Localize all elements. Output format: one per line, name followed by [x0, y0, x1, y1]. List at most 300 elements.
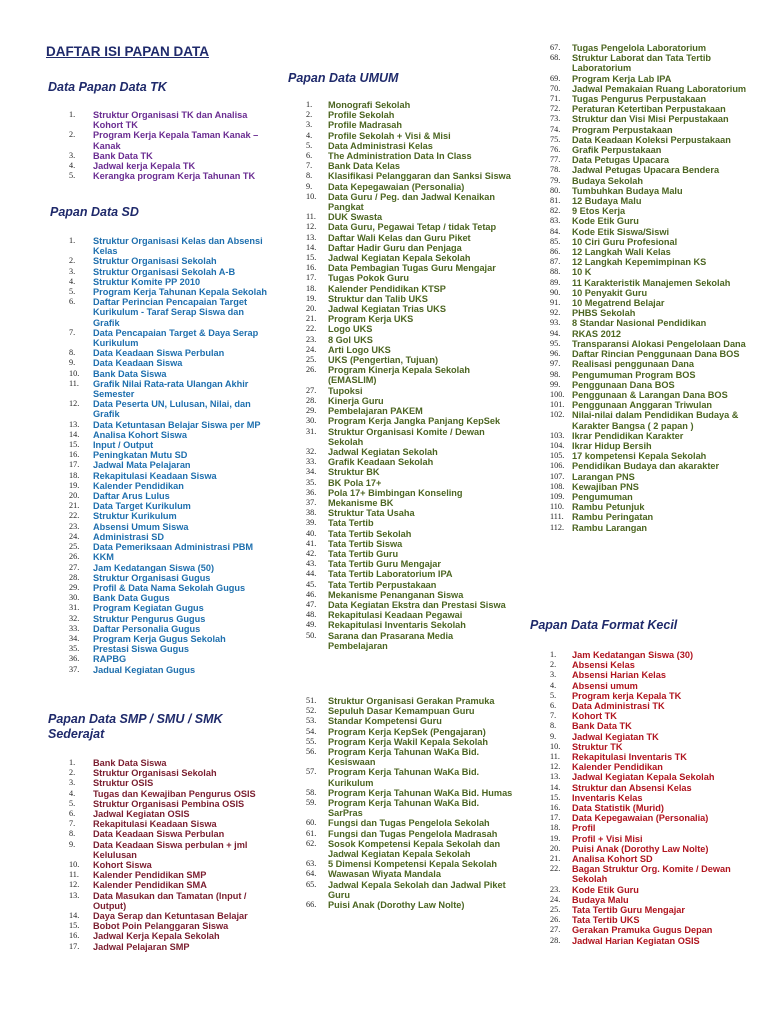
- list-item-text: Struktur Organisasi Sekolah: [93, 256, 217, 267]
- list-item-text: Gerakan Pramuka Gugus Depan: [572, 925, 713, 936]
- list-item-text: Mekanisme Penanganan Siswa: [328, 589, 464, 600]
- list-item: [46, 789, 271, 799]
- list-item: [530, 905, 752, 915]
- list-item-number: 23.: [69, 521, 80, 531]
- list-item-text: Jam Kedatangan Siswa (50): [93, 562, 215, 573]
- list-item: [46, 542, 271, 552]
- list-item: [530, 74, 752, 84]
- list-item-number: 4.: [550, 680, 557, 690]
- list-item: [46, 603, 271, 613]
- list-item-text: Rambu Peringatan: [572, 512, 654, 523]
- list-item: [46, 768, 271, 778]
- section-heading-format-kecil: Papan Data Format Kecil: [530, 618, 678, 632]
- list-item-number: 82.: [550, 206, 561, 216]
- list-item-text: Struktur Laborat dan Tata Tertib Laboratorium: [572, 53, 712, 74]
- list-item-number: 7.: [550, 711, 557, 721]
- list-item-text: Penggunaan Dana BOS: [572, 379, 675, 390]
- list-item: [46, 880, 271, 890]
- list-item-text: Profile Sekolah + Visi & Misi: [328, 130, 451, 141]
- list-item-number: 92.: [550, 308, 561, 318]
- list-item-number: 51.: [306, 696, 317, 705]
- list-item-number: 65.: [306, 879, 317, 889]
- list-item-number: 45.: [306, 579, 317, 589]
- list-item-text: Daftar Hadir Guru dan Penjaga: [328, 242, 462, 253]
- list-item: [286, 518, 514, 528]
- list-item: [530, 278, 752, 288]
- list-item-text: Struktur Organisasi Komite / Dewan Sekolah: [328, 426, 485, 447]
- list-item: [530, 925, 752, 935]
- list-item-number: 50.: [306, 630, 317, 640]
- list-item-number: 12.: [69, 880, 80, 890]
- list-item: [530, 237, 752, 247]
- list-item-number: 27.: [550, 925, 561, 935]
- list-item-text: Struktur dan Talib UKS: [328, 293, 428, 304]
- list-item-text: Sarana dan Prasarana Media Pembelajaran: [328, 630, 454, 651]
- list-item-text: Kalender Pendidikan: [93, 480, 184, 491]
- list-item-text: Struktur Organisasi Kelas dan Absensi Kelas: [93, 236, 263, 257]
- list-item-number: 64.: [306, 869, 317, 879]
- list-item-text: Program Kerja Gugus Sekolah: [93, 633, 226, 644]
- list-item: [286, 110, 514, 120]
- list-item: [530, 165, 752, 175]
- list-item: [530, 114, 752, 124]
- list-item-number: 86.: [550, 247, 561, 257]
- list-item-text: Data Statistik (Murid): [572, 803, 664, 814]
- list-item-text: Data Administrasi TK: [572, 701, 665, 712]
- list-item-text: Logo UKS: [328, 324, 373, 335]
- list-item-number: 39.: [306, 518, 317, 528]
- list-item-number: 104.: [550, 440, 565, 450]
- list-item-number: 12.: [69, 399, 80, 409]
- list-item-text: Nilai-nilai dalam Pendidikan Budaya & Karakter Bangsa ( 2 papan ): [572, 410, 739, 431]
- list-item-text: Transparansi Alokasi Pengelolaan Dana: [572, 338, 746, 349]
- list-item-text: Bank Data Kelas: [328, 161, 401, 172]
- list-item: [286, 706, 514, 716]
- list-item-number: 38.: [306, 508, 317, 518]
- list-item-text: Program Kegiatan Gugus: [93, 603, 204, 614]
- list-item: [46, 614, 271, 624]
- list-item-number: 15.: [69, 921, 80, 931]
- list-item-number: 56.: [306, 747, 317, 757]
- list-item-number: 6.: [550, 701, 557, 711]
- list-item: [46, 563, 271, 573]
- list-item: [286, 171, 514, 181]
- list-item-text: Struktur Komite PP 2010: [93, 276, 201, 287]
- list-item-text: Grafik Keadaan Sekolah: [328, 457, 434, 468]
- list-item-text: Fungsi dan Tugas Pengelola Madrasah: [328, 828, 498, 839]
- list-item-number: 30.: [69, 593, 80, 603]
- list-item-number: 67.: [550, 43, 561, 52]
- list-item: [530, 482, 752, 492]
- list-item-text: Administrasi SD: [93, 531, 164, 542]
- list-item-number: 1.: [306, 100, 313, 109]
- list-item: [530, 885, 752, 895]
- list-item: [286, 569, 514, 579]
- list-item: [286, 478, 514, 488]
- list-item: [530, 762, 752, 772]
- list-item: [530, 752, 752, 762]
- list-item: [286, 386, 514, 396]
- list-item-number: 16.: [306, 263, 317, 273]
- list-item: [286, 818, 514, 828]
- list-item-number: 8.: [306, 171, 313, 181]
- list-item-text: Data Kepegawaian (Personalia): [572, 813, 709, 824]
- list-item: [530, 742, 752, 752]
- list-item: [530, 701, 752, 711]
- list-item: [286, 498, 514, 508]
- list-item-text: 9 Etos Kerja: [572, 206, 626, 217]
- list-item-number: 30.: [306, 416, 317, 426]
- list-umum-continued: [286, 696, 514, 910]
- list-item-number: 8.: [69, 829, 76, 839]
- list-item-number: 10.: [306, 191, 317, 201]
- list-item: [530, 145, 752, 155]
- list-item-number: 2.: [69, 256, 76, 266]
- list-item-text: Struktur BK: [328, 467, 380, 478]
- list-item: [286, 141, 514, 151]
- list-item: [286, 529, 514, 539]
- list-item-text: Penggunaan & Larangan Dana BOS: [572, 389, 728, 400]
- list-item-number: 35.: [306, 477, 317, 487]
- list-item-text: Data Kegiatan Ekstra dan Prestasi Siswa: [328, 599, 506, 610]
- list-item-number: 81.: [550, 196, 561, 206]
- list-item-text: Tupoksi: [328, 385, 363, 396]
- list-item-number: 33.: [69, 623, 80, 633]
- list-item: [286, 829, 514, 839]
- list-item-number: 72.: [550, 104, 561, 114]
- list-item: [530, 461, 752, 471]
- list-item: [530, 257, 752, 267]
- list-item-number: 37.: [306, 497, 317, 507]
- list-item: [46, 799, 271, 809]
- list-item: [46, 809, 271, 819]
- list-item: [286, 120, 514, 130]
- list-item-text: Data Pembagian Tugas Guru Mengajar: [328, 263, 496, 274]
- list-item-text: Data Guru, Pegawai Tetap / tidak Tetap: [328, 222, 497, 233]
- list-item-text: Pendidikan Budaya dan akarakter: [572, 461, 720, 472]
- list-item: [286, 900, 514, 910]
- list-item-text: Data Administrasi Kelas: [328, 140, 433, 151]
- list-item: [530, 155, 752, 165]
- list-item-number: 5.: [69, 798, 76, 808]
- list-item-number: 24.: [550, 894, 561, 904]
- list-item-number: 8.: [550, 721, 557, 731]
- list-item-number: 37.: [69, 664, 80, 674]
- list-item: [46, 634, 271, 644]
- list-item-number: 26.: [306, 365, 317, 375]
- list-item: [530, 370, 752, 380]
- list-item: [286, 488, 514, 498]
- list-item: [286, 600, 514, 610]
- list-item: [286, 467, 514, 477]
- list-item-text: Tata Tertib Laboratorium IPA: [328, 569, 453, 580]
- list-item-text: KKM: [93, 552, 114, 563]
- section-heading-tk: Data Papan Data TK: [48, 80, 167, 94]
- section-heading-umum: Papan Data UMUM: [288, 71, 399, 85]
- list-item: [286, 508, 514, 518]
- list-item-number: 66.: [306, 900, 317, 910]
- list-item: [286, 549, 514, 559]
- list-item: [530, 267, 752, 277]
- list-item: [530, 793, 752, 803]
- list-item-number: 15.: [550, 792, 561, 802]
- list-item: [530, 186, 752, 196]
- list-item-text: Data Keadaan Siswa perbulan + jml Kelulusan: [93, 839, 248, 860]
- list-item: [46, 829, 271, 839]
- list-item-text: Rekapitulasi Keadaan Siswa: [93, 470, 217, 481]
- list-item-text: 8 Gol UKS: [328, 334, 373, 345]
- list-item: [46, 522, 271, 532]
- list-item: [530, 441, 752, 451]
- list-item-text: Program Kerja Jangka Panjang KepSek: [328, 416, 501, 427]
- list-item-number: 33.: [306, 457, 317, 467]
- list-item: [46, 644, 271, 654]
- list-item: [530, 227, 752, 237]
- list-item-text: Jadwal Mata Pelajaran: [93, 460, 191, 471]
- list-item-text: Wawasan Wiyata Mandala: [328, 869, 441, 880]
- list-item-number: 106.: [550, 461, 565, 471]
- list-item: [286, 233, 514, 243]
- list-item-text: Program Kinerja Kepala Sekolah (EMASLIM): [328, 365, 470, 386]
- list-item: [286, 696, 514, 706]
- list-item-number: 83.: [550, 216, 561, 226]
- list-item: [286, 427, 514, 447]
- list-item-text: Struktur Organisasi Sekolah A-B: [93, 266, 236, 277]
- list-item-number: 4.: [69, 788, 76, 798]
- list-item-text: Budaya Malu: [572, 894, 629, 905]
- list-item: [530, 196, 752, 206]
- list-item: [46, 583, 271, 593]
- section-heading-sd: Papan Data SD: [50, 205, 139, 219]
- list-item-number: 111.: [550, 512, 564, 522]
- list-item-number: 36.: [306, 487, 317, 497]
- list-item-text: Grafik Perpustakaan: [572, 145, 662, 156]
- list-item-text: Daftar Perincian Pencapaian Target Kurikulum - Taraf Serap Siswa dan Grafik: [93, 297, 248, 328]
- list-item: [286, 610, 514, 620]
- list-item: [530, 288, 752, 298]
- list-item-number: 80.: [550, 185, 561, 195]
- list-item-text: Tata Tertib Guru: [328, 548, 399, 559]
- list-item-text: Program Kerja UKS: [328, 314, 414, 325]
- list-item: [46, 171, 271, 181]
- list-item-text: Larangan PNS: [572, 471, 635, 482]
- list-item-number: 54.: [306, 726, 317, 736]
- list-item-text: Struktur TK: [572, 741, 623, 752]
- list-item: [530, 492, 752, 502]
- list-item-number: 69.: [550, 73, 561, 83]
- list-item: [530, 472, 752, 482]
- list-item-text: Data Peserta UN, Lulusan, Nilai, dan Grafik: [93, 399, 251, 420]
- list-item-number: 73.: [550, 114, 561, 124]
- list-item-number: 4.: [306, 130, 313, 140]
- list-item-number: 98.: [550, 369, 561, 379]
- list-item-text: Tata Tertib Guru Mengajar: [572, 905, 685, 916]
- list-item-text: Klasifikasi Pelanggaran dan Sanksi Siswa: [328, 171, 511, 182]
- list-item: [46, 942, 271, 952]
- list-item-text: Jadwal Kegiatan TK: [572, 731, 659, 742]
- list-item: [286, 880, 514, 900]
- list-item: [286, 263, 514, 273]
- list-item: [530, 359, 752, 369]
- list-item-text: Bank Data TK: [572, 721, 632, 732]
- list-item-number: 13.: [69, 419, 80, 429]
- list-item: [286, 151, 514, 161]
- list-item-number: 21.: [550, 854, 561, 864]
- list-item-number: 23.: [306, 334, 317, 344]
- list-item-number: 100.: [550, 389, 565, 399]
- list-item-text: Program Kerja Tahunan Kepala Sekolah: [93, 287, 267, 298]
- list-item: [286, 365, 514, 385]
- list-item-number: 96.: [550, 349, 561, 359]
- list-item-number: 10.: [69, 368, 80, 378]
- list-item-number: 20.: [550, 843, 561, 853]
- list-item-number: 91.: [550, 298, 561, 308]
- list-item: [46, 130, 271, 150]
- list-item-number: 3.: [306, 120, 313, 130]
- list-item: [530, 772, 752, 782]
- list-item: [286, 355, 514, 365]
- list-item-number: 6.: [69, 297, 76, 307]
- list-item-text: Data Masukan dan Tamatan (Input / Output): [93, 890, 247, 911]
- list-umum: [286, 100, 514, 651]
- list-item-text: Profil: [572, 823, 596, 834]
- list-item-number: 5.: [69, 287, 76, 297]
- list-item-number: 17.: [69, 460, 80, 470]
- list-item-text: Standar Kompetensi Guru: [328, 716, 442, 727]
- list-item-text: Data Kepegawaian (Personalia): [328, 181, 465, 192]
- list-item-text: Jadwal Harian Kegiatan OSIS: [572, 935, 700, 946]
- list-item-text: Analisa Kohort Siswa: [93, 429, 187, 440]
- list-item: [46, 501, 271, 511]
- list-item-number: 93.: [550, 318, 561, 328]
- list-item: [530, 206, 752, 216]
- list-item-number: 15.: [69, 440, 80, 450]
- list-item-text: Data Keadaan Siswa: [93, 358, 183, 369]
- list-item: [46, 151, 271, 161]
- list-item: [286, 243, 514, 253]
- list-item-number: 22.: [69, 511, 80, 521]
- list-item-text: Kinerja Guru: [328, 395, 384, 406]
- list-item-number: 18.: [550, 823, 561, 833]
- list-item: [46, 860, 271, 870]
- list-item: [530, 400, 752, 410]
- list-item-text: Mekanisme BK: [328, 497, 394, 508]
- list-item-number: 1.: [69, 236, 76, 245]
- list-item-number: 11.: [550, 752, 560, 762]
- list-item-text: Kode Etik Guru: [572, 884, 639, 895]
- list-item-text: Kode Etik Guru: [572, 216, 639, 227]
- list-item-text: Profil & Data Nama Sekolah Gugus: [93, 582, 246, 593]
- list-item-text: Daftar Arus Lulus: [93, 491, 170, 502]
- list-item-number: 57.: [306, 767, 317, 777]
- list-item: [530, 247, 752, 257]
- list-item-text: Rekapitulasi Inventaris TK: [572, 752, 687, 763]
- list-item: [530, 681, 752, 691]
- list-item-text: Jadwal Pelajaran SMP: [93, 941, 190, 952]
- list-item-number: 41.: [306, 538, 317, 548]
- list-item: [530, 431, 752, 441]
- list-item-text: Tata Tertib Perpustakaan: [328, 579, 437, 590]
- list-item: [530, 176, 752, 186]
- list-item: [530, 298, 752, 308]
- list-item-text: Struktur Organisasi Gugus: [93, 572, 211, 583]
- list-item: [530, 43, 752, 53]
- list-item: [530, 53, 752, 73]
- list-item-number: 2.: [69, 768, 76, 778]
- list-item-number: 28.: [550, 935, 561, 945]
- list-item: [286, 345, 514, 355]
- list-item-number: 19.: [306, 293, 317, 303]
- list-item-text: Bank Data Siswa: [93, 368, 167, 379]
- list-item-number: 20.: [69, 491, 80, 501]
- list-umum-part2: [530, 43, 752, 533]
- list-item-number: 4.: [69, 276, 76, 286]
- list-item-number: 5.: [306, 140, 313, 150]
- list-item-number: 1.: [69, 110, 76, 119]
- list-item-text: Data Pencapaian Target & Daya Serap Kurikulum: [93, 327, 259, 349]
- list-item: [286, 727, 514, 737]
- list-item: [46, 348, 271, 358]
- list-item-text: 12 Langkah Wali Kelas: [572, 247, 671, 258]
- list-item: [286, 631, 514, 651]
- list-item-text: Jadwal Kegiatan Kepala Sekolah: [328, 253, 471, 264]
- list-item-text: Bank Data Siswa: [93, 758, 167, 768]
- list-item-number: 6.: [306, 151, 313, 161]
- list-item-text: 10 Megatrend Belajar: [572, 298, 665, 309]
- list-item-number: 11.: [69, 870, 79, 880]
- list-item-number: 21.: [306, 314, 317, 324]
- list-item-text: Ikrar Hidup Bersih: [572, 440, 652, 451]
- list-item-text: Profile Madrasah: [328, 120, 403, 131]
- list-item: [286, 798, 514, 818]
- list-item-number: 79.: [550, 175, 561, 185]
- list-item-number: 76.: [550, 145, 561, 155]
- section-heading-smp: Papan Data SMP / SMU / SMK Sederajat: [48, 712, 223, 741]
- list-item: [530, 915, 752, 925]
- list-item: [530, 813, 752, 823]
- list-item-text: Struktur Organisasi Gerakan Pramuka: [328, 696, 495, 706]
- list-item: [46, 870, 271, 880]
- list-item-text: Tata Tertib: [328, 518, 374, 529]
- list-item-text: Analisa Kohort SD: [572, 854, 653, 865]
- list-item-text: Jadwal Petugas Upacara Bendera: [572, 165, 720, 176]
- list-item: [530, 834, 752, 844]
- list-item-number: 14.: [69, 429, 80, 439]
- list-item: [286, 839, 514, 859]
- list-item-text: Bobot Poin Pelanggaran Siswa: [93, 921, 229, 932]
- list-item-text: Program Kerja Tahunan WaKa Bid. SarPras: [328, 798, 480, 819]
- list-item: [46, 758, 271, 768]
- list-item: [46, 450, 271, 460]
- list-tk: [46, 110, 271, 181]
- list-item-text: Profil + Visi Misi: [572, 833, 643, 844]
- list-item-number: 16.: [550, 803, 561, 813]
- list-item-text: Jadwal Pemakaian Ruang Laboratorium: [572, 83, 747, 94]
- list-item: [286, 161, 514, 171]
- list-smp: [46, 758, 271, 952]
- list-item-text: Grafik Nilai Rata-rata Ulangan Akhir Semester: [93, 378, 249, 400]
- list-item-text: UKS (Pengertian, Tujuan): [328, 355, 439, 366]
- list-item: [46, 161, 271, 171]
- list-item-number: 34.: [69, 633, 80, 643]
- list-item: [46, 460, 271, 470]
- list-item: [286, 539, 514, 549]
- list-item-text: Tugas dan Kewajiban Pengurus OSIS: [93, 788, 256, 799]
- list-item: [46, 532, 271, 542]
- list-item: [286, 100, 514, 110]
- list-item-number: 112.: [550, 522, 565, 532]
- list-item: [286, 182, 514, 192]
